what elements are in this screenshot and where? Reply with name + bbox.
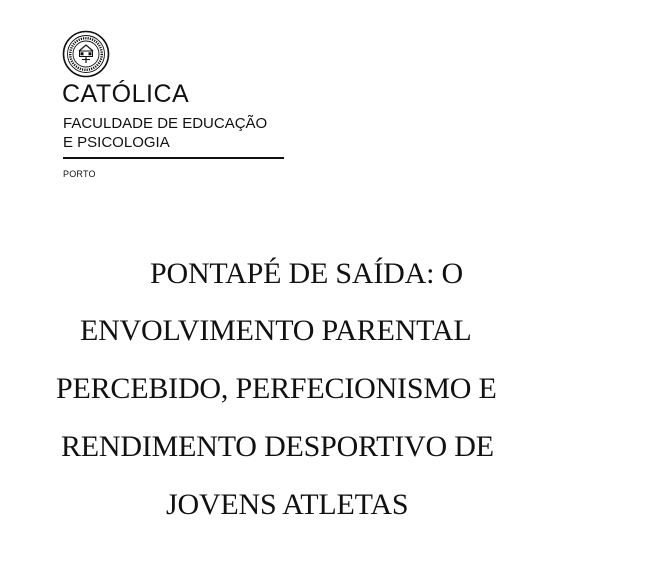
title-line-2: ENVOLVIMENTO PARENTAL bbox=[80, 314, 472, 347]
title-line-5: JOVENS ATLETAS bbox=[166, 488, 409, 521]
title-line-4: RENDIMENTO DESPORTIVO DE bbox=[61, 430, 494, 463]
faculty-name-line-2: E PSICOLOGIA bbox=[63, 134, 170, 151]
faculty-name-line-1: FACULDADE DE EDUCAÇÃO bbox=[63, 115, 268, 132]
logo-divider bbox=[63, 157, 284, 159]
university-seal-icon bbox=[62, 30, 110, 78]
campus-city: PORTO bbox=[63, 169, 96, 179]
title-line-1: PONTAPÉ DE SAÍDA: O bbox=[150, 257, 463, 290]
university-logo bbox=[62, 30, 302, 78]
brand-name: CATÓLICA bbox=[62, 80, 190, 108]
title-line-3: PERCEBIDO, PERFECIONISMO E bbox=[56, 372, 497, 405]
